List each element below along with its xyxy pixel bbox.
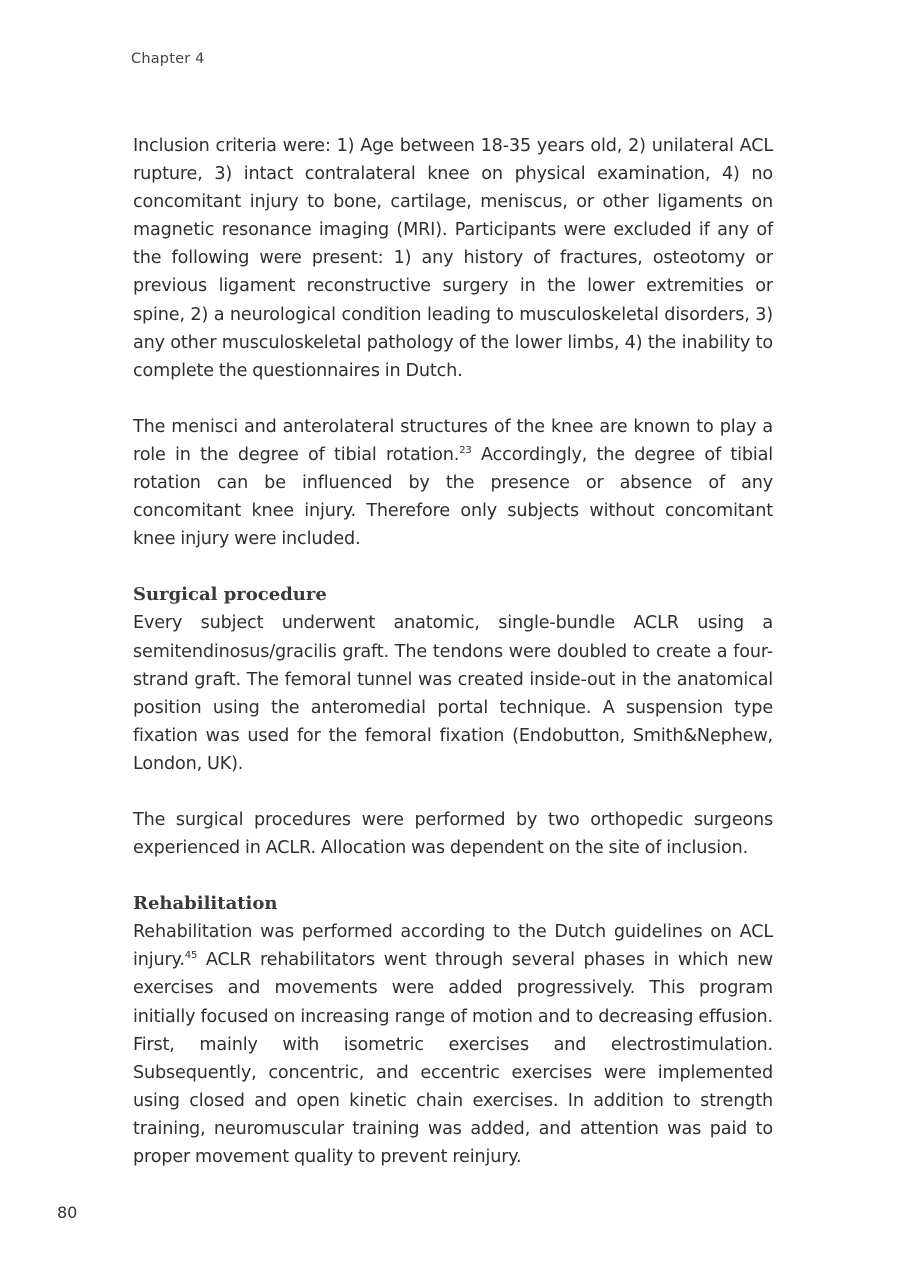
paragraph-gap — [133, 862, 773, 890]
page-number: 80 — [57, 1203, 78, 1222]
paragraph-gap — [133, 385, 773, 413]
rehabilitation-text-end: ACLR rehabilitators went through several phases in which new exercises and movements were added progressively. This program initially focused on increasing range of motion and to decreasing effusion. First, mainly with isometric exercises and electrostimulation. Subsequently, concentric, and eccentric exercises were implemented using closed and open kinetic chain exercises. In addition to strength training, neuromuscular training was added, and attention was paid to proper movement quality to prevent reinjury. — [133, 950, 773, 1167]
running-head: Chapter 4 — [131, 51, 205, 67]
surgical-procedure-heading: Surgical procedure — [133, 584, 327, 606]
inclusion-criteria-paragraph: Inclusion criteria were: 1) Age between 18-35 years old, 2) unilateral ACL rupture, 3) intact contralateral knee on physical examination, 4) no concomitant injury to bone, cartilage, meniscus, or other ligaments on magnetic resonance imaging (MRI). Participants were excluded if any of the following were present: 1) any history of fractures, osteotomy or previous ligament reconstructive surgery in the lower extremities or spine, 2) a neurological condition leading to musculoskeletal disorders, 3) any other musculoskeletal pathology of the lower limbs, 4) the inability to complete the questionnaires in Dutch. — [133, 136, 773, 381]
reference-45: 45 — [184, 950, 198, 962]
paragraph-gap — [133, 778, 773, 806]
menisci-paragraph — [133, 413, 773, 553]
surgical-procedure-paragraph: Every subject underwent anatomic, single-bundle ACLR using a semitendinosus/gracilis graft. The tendons were doubled to create a four-strand graft. The femoral tunnel was created inside-out in the anatomical position using the anteromedial portal technique. A suspension type fixation was used for the femoral fixation (Endobutton, Smith&Nephew, London, UK). — [133, 613, 773, 774]
rehabilitation-paragraph — [133, 918, 773, 1171]
menisci-text-end: Accordingly, the degree of tibial rotation can be influenced by the presence or absence of any concomitant knee injury. Therefore only subjects without concomitant knee injury were included. — [133, 444, 773, 550]
menisci-text-start: The menisci and anterolateral structures of the knee are known to play a role in the degree of tibial rotation. — [133, 416, 773, 465]
paragraph-gap — [133, 553, 773, 581]
surgeons-paragraph: The surgical procedures were performed by two orthopedic surgeons experienced in ACLR. Allocation was dependent on the site of inclusion. — [133, 809, 773, 859]
body-text — [133, 132, 773, 1171]
reference-23: 23 — [459, 444, 472, 456]
rehabilitation-text-start: Rehabilitation was performed according to the Dutch guidelines on ACL injury. — [133, 922, 773, 971]
rehabilitation-heading: Rehabilitation — [133, 893, 278, 915]
